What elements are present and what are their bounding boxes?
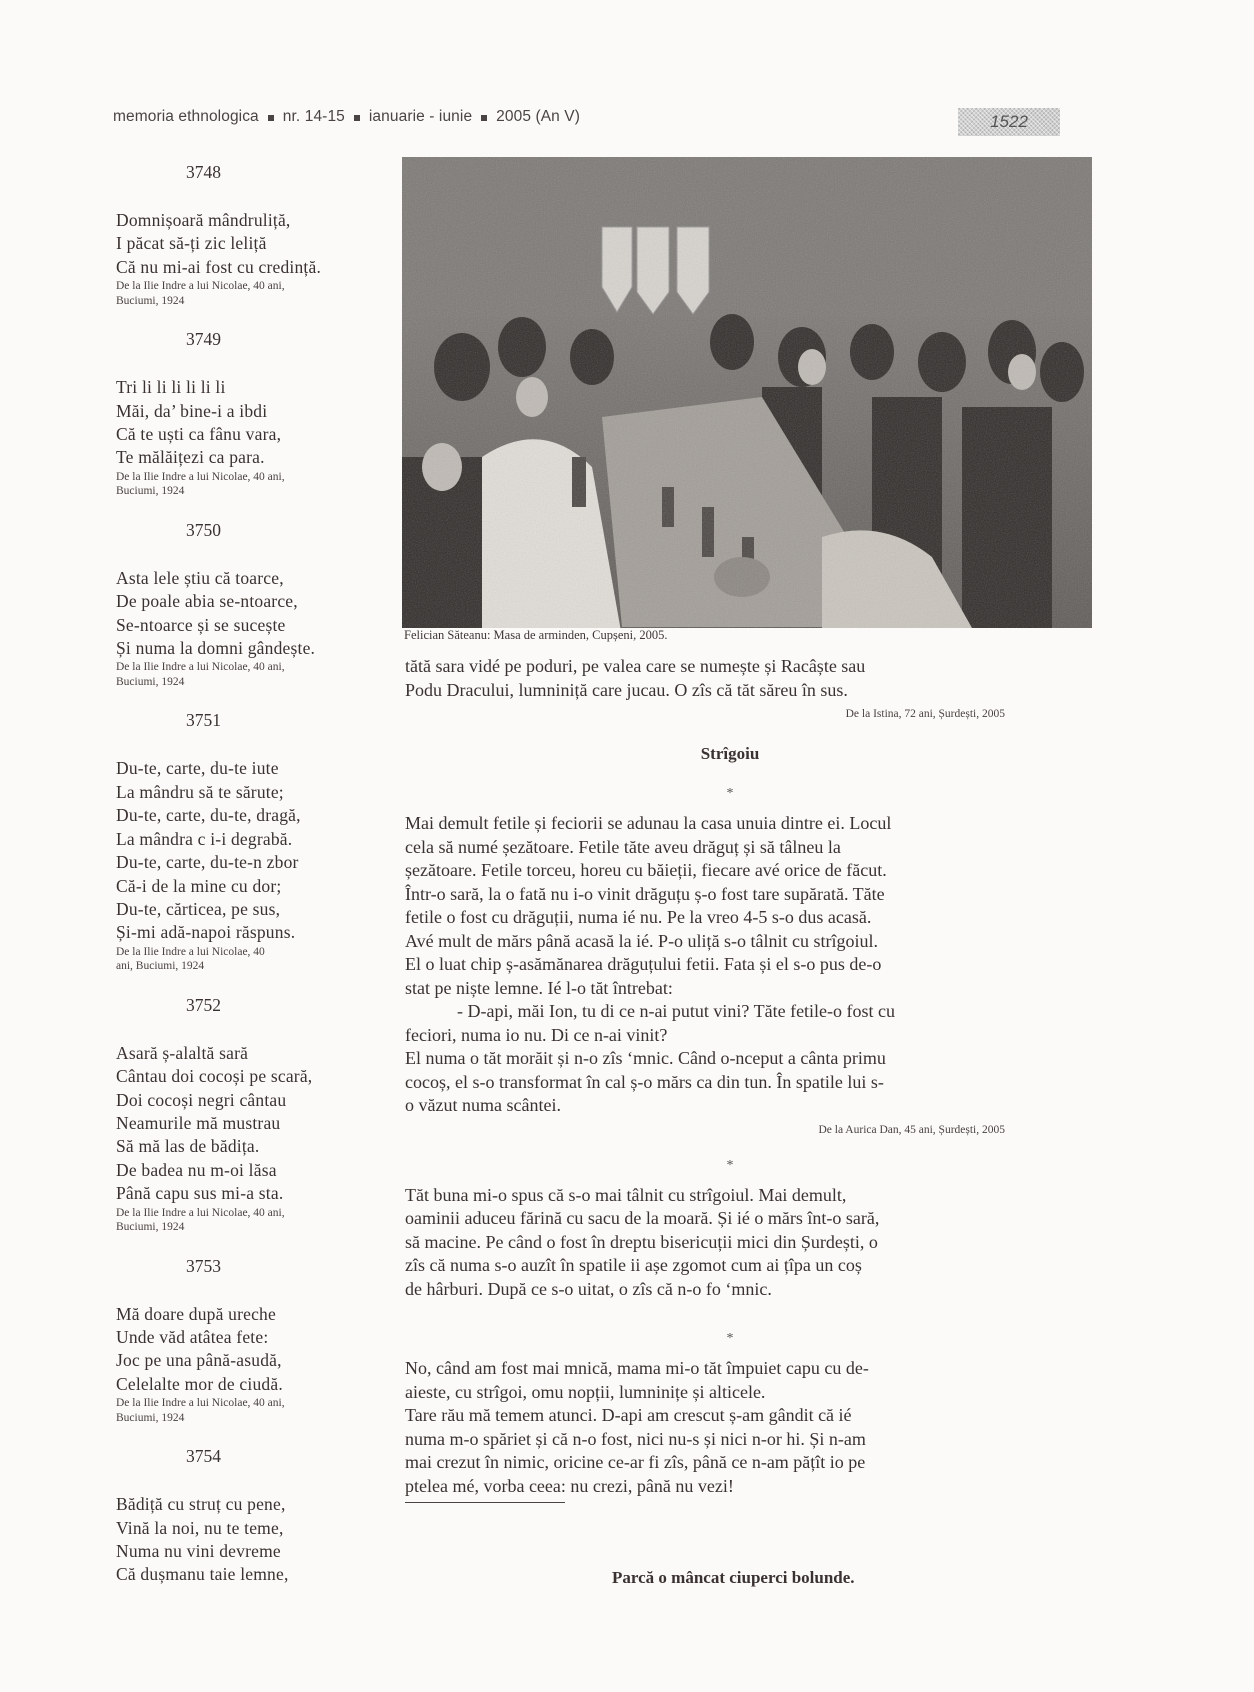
verse-line: Să mă las de bădița. — [116, 1136, 260, 1157]
footnote-rule — [405, 1502, 565, 1503]
story-paragraph-continued — [405, 1024, 1055, 1118]
text-line: cocoș, el s-o transformat în cal ș-o mărs ca din tun. În spatile lui s- — [405, 1071, 884, 1092]
verse-line: Bădiță cu struț cu pene, — [116, 1494, 286, 1515]
text-line: tătă sara vidé pe poduri, pe valea care se numește și Racâște sau — [405, 656, 866, 676]
photo-caption: Felician Săteanu: Masa de arminden, Cupșeni, 2005. — [404, 628, 668, 642]
photo-illustration — [402, 157, 1092, 628]
poem-source-line: De la Ilie Indre a lui Nicolae, 40 ani, — [116, 280, 285, 293]
text-line: El o luat chip ș-asămănarea drăguțului fetii. Fata și el s-o pus de-o — [405, 954, 882, 974]
story-paragraph — [405, 1357, 1055, 1498]
verse-line: Și numa la domni gândește. — [116, 638, 316, 659]
poem-source-line: De la Ilie Indre a lui Nicolae, 40 ani, — [116, 661, 285, 674]
text-line: stat pe niște lemne. Ié l-o tăt întrebat: — [405, 977, 673, 998]
verse-line: La mândra c i-i degrabă. — [116, 828, 293, 849]
text-line: fetile o fost cu drăguții, numa ié nu. Pe la vreo 4-5 s-o dus acasă. — [405, 907, 872, 927]
poem-source-line: Buciumi, 1924 — [116, 675, 185, 688]
poem-number: 3748 — [186, 162, 221, 182]
poem-number: 3751 — [186, 710, 221, 731]
text-line: No, când am fost mai mnică, mama mi-o tăt împuiet capu cu de- — [405, 1358, 869, 1378]
intro-paragraph — [405, 655, 1055, 702]
poem-source-line: Buciumi, 1924 — [116, 1411, 185, 1424]
verse-line: De badea nu m-oi lăsa — [116, 1159, 277, 1180]
verse-line: Du-te, carte, du-te-n zbor — [116, 852, 299, 873]
verse-line: Până capu sus mi-a sta. — [116, 1183, 284, 1204]
poem — [116, 328, 371, 499]
verse-line: La mândru să te sărute; — [116, 781, 284, 802]
verse-line: Asară ș-alaltă sară — [116, 1042, 249, 1063]
verse-line: Că-i de la mine cu dor; — [116, 875, 282, 896]
square-bullet-icon — [354, 115, 360, 121]
poem-number: 3754 — [186, 1446, 221, 1467]
poem-source-line: De la Ilie Indre a lui Nicolae, 40 — [116, 945, 265, 958]
story-paragraph — [405, 812, 1055, 1000]
issue-year: 2005 (An V) — [496, 108, 580, 125]
text-line: Într-o sară, la o fată nu i-o vinit drăguțu ș-o fost tare supărată. Tăte — [405, 883, 885, 904]
verse-line: Neamurile mă mustrau — [116, 1112, 281, 1133]
square-bullet-icon — [268, 115, 274, 121]
text-line: Mai demult fetile și feciorii se adunau la casa unuia dintre ei. Locul — [405, 813, 892, 833]
text-line: Podu Dracului, lumniniță care jucau. O zîs că tăt săreu în sus. — [405, 679, 848, 700]
page-number: 1522 — [958, 108, 1060, 136]
text-line: aieste, cu strîgoi, omu nopții, lumninițe și alticele. — [405, 1381, 766, 1402]
running-header — [113, 108, 580, 126]
prose-column — [405, 655, 1055, 1503]
verse-line: Vină la noi, nu te teme, — [116, 1517, 284, 1538]
poem — [116, 709, 371, 973]
poem-number: 3750 — [186, 519, 221, 540]
text-line: zîs că numa s-o auzît în spatile ii așe zgomot cum ai țîpa un coș — [405, 1255, 862, 1275]
poem-source — [116, 1206, 371, 1235]
poem — [116, 161, 371, 308]
poem-source-line: Buciumi, 1924 — [116, 294, 185, 307]
poem-source — [116, 1396, 371, 1425]
verse-line: Joc pe una până-asudă, — [116, 1350, 282, 1371]
poem-source-line: De la Ilie Indre a lui Nicolae, 40 ani, — [116, 1206, 285, 1219]
verse-line: Doi cocoși negri cântau — [116, 1089, 287, 1110]
verse-line: Du-te, carte, du-te iute — [116, 758, 279, 779]
square-bullet-icon — [481, 115, 487, 121]
closing-title: Parcă o mâncat ciuperci bolunde. — [612, 1568, 855, 1587]
text-line: Avé mult de mărs până acasă la ié. P-o uliță s-o tâlnit cu strîgoiul. — [405, 930, 879, 951]
intro-source: De la Istina, 72 ani, Șurdești, 2005 — [845, 708, 1005, 720]
text-line: Tăt buna mi-o spus că s-o mai tâlnit cu strîgoiul. Mai demult, — [405, 1184, 847, 1205]
poem-source-line: De la Ilie Indre a lui Nicolae, 40 ani, — [116, 470, 285, 483]
verse-line: De poale abia se-ntoarce, — [116, 591, 298, 612]
verse-line: Numa nu vini devreme — [116, 1541, 281, 1561]
poem — [116, 1255, 371, 1426]
poem — [116, 519, 371, 690]
verse-line: Celelalte mor de ciudă. — [116, 1373, 283, 1394]
verse-line: Domnișoară mândruliță, — [116, 210, 291, 230]
photograph — [402, 157, 1092, 628]
poem-source — [116, 470, 371, 499]
poem-number: 3753 — [186, 1255, 221, 1276]
verse-line: Cântau doi cocoși pe scară, — [116, 1066, 313, 1087]
text-line: să macine. Pe când o fost în dreptu bisericuții mici din Șurdești, o — [405, 1231, 878, 1252]
text-line: o văzut numa scântei. — [405, 1095, 561, 1115]
text-line: El numa o tăt morăit și n-o zîs ‘mnic. Când o-nceput a cânta primu — [405, 1048, 886, 1068]
verse-line: Tri li li li li li li — [116, 377, 226, 398]
verse-line: I păcat să-ți zic leliță — [116, 233, 267, 254]
verse-line: Asta lele știu că toarce, — [116, 567, 284, 588]
poem-source-line: De la Ilie Indre a lui Nicolae, 40 ani, — [116, 1397, 285, 1410]
story-source: De la Aurica Dan, 45 ani, Șurdești, 2005 — [818, 1123, 1005, 1136]
verse-line: Du-te, carte, du-te, dragă, — [116, 805, 301, 826]
verse-line: Că te uști ca fânu vara, — [116, 424, 282, 445]
section-separator: * — [726, 1331, 734, 1346]
verse-line: Mă doare după ureche — [116, 1303, 276, 1324]
story-paragraph — [405, 1184, 1055, 1302]
issue-number: nr. 14-15 — [282, 108, 345, 125]
verse-line: Unde văd atâtea fete: — [116, 1326, 269, 1347]
text-line: Tare rău mă temem atunci. D-api am crescut ș-am gândit că ié — [405, 1405, 852, 1425]
poem — [116, 1445, 371, 1587]
poem-source-line: Buciumi, 1924 — [116, 1221, 185, 1234]
verse-line: Și-mi adă-napoi răspuns. — [116, 922, 296, 943]
verse-line: Te mălăițezi ca para. — [116, 447, 265, 468]
poem — [116, 994, 371, 1235]
issue-period: ianuarie - iunie — [368, 108, 473, 125]
verse-line: Du-te, cărticea, pe sus, — [116, 898, 281, 919]
text-line: șezătoare. Fetile torceu, horeu cu băieții, fiecare avé orice de făcut. — [405, 860, 887, 880]
verse-line: Măi, da’ bine-i a ibdi — [116, 400, 268, 421]
poem-number: 3749 — [186, 329, 221, 350]
section-title: Strîgoiu — [700, 744, 760, 763]
journal-title: memoria ethnologica — [113, 108, 259, 125]
section-separator: * — [726, 786, 734, 801]
text-line: numa m-o spăriet și că n-o fost, nici nu-s și nici n-or hi. Și n-am — [405, 1428, 866, 1449]
text-line: de hârburi. După ce s-o uitat, o zîs că n-o fo ‘mnic. — [405, 1278, 772, 1299]
poem-number: 3752 — [186, 994, 221, 1015]
text-line: mai crezut în nimic, oricine ce-ar fi zîs, până ce n-am pățît io pe — [405, 1452, 866, 1472]
poems-column — [116, 155, 371, 1587]
poem-source — [116, 660, 371, 689]
poem-source-line: ani, Buciumi, 1924 — [116, 960, 205, 973]
text-line: cela să numé șezătoare. Fetile tăte aveu drăguț și să tâlneu la — [405, 836, 841, 857]
verse-line: Se-ntoarce și se sucește — [116, 614, 286, 635]
poem-source — [116, 945, 371, 974]
poem-source — [116, 279, 371, 308]
verse-line: Că nu mi-ai fost cu credință. — [116, 256, 322, 277]
text-line: oaminii aduceu fărină cu sacu de la moară. Și ié o mărs înt-o sară, — [405, 1208, 880, 1228]
story-dialogue: - D-api, măi Ion, tu di ce n-ai putut vini? Tăte fetile-o fost cu — [457, 1001, 896, 1021]
text-line: ptelea mé, vorba ceea: nu crezi, până nu vezi! — [405, 1475, 734, 1496]
section-separator: * — [726, 1157, 734, 1173]
verse-line: Că dușmanu taie lemne, — [116, 1564, 289, 1585]
text-line: feciori, numa io nu. Di ce n-ai vinit? — [405, 1024, 668, 1045]
poem-source-line: Buciumi, 1924 — [116, 485, 185, 498]
